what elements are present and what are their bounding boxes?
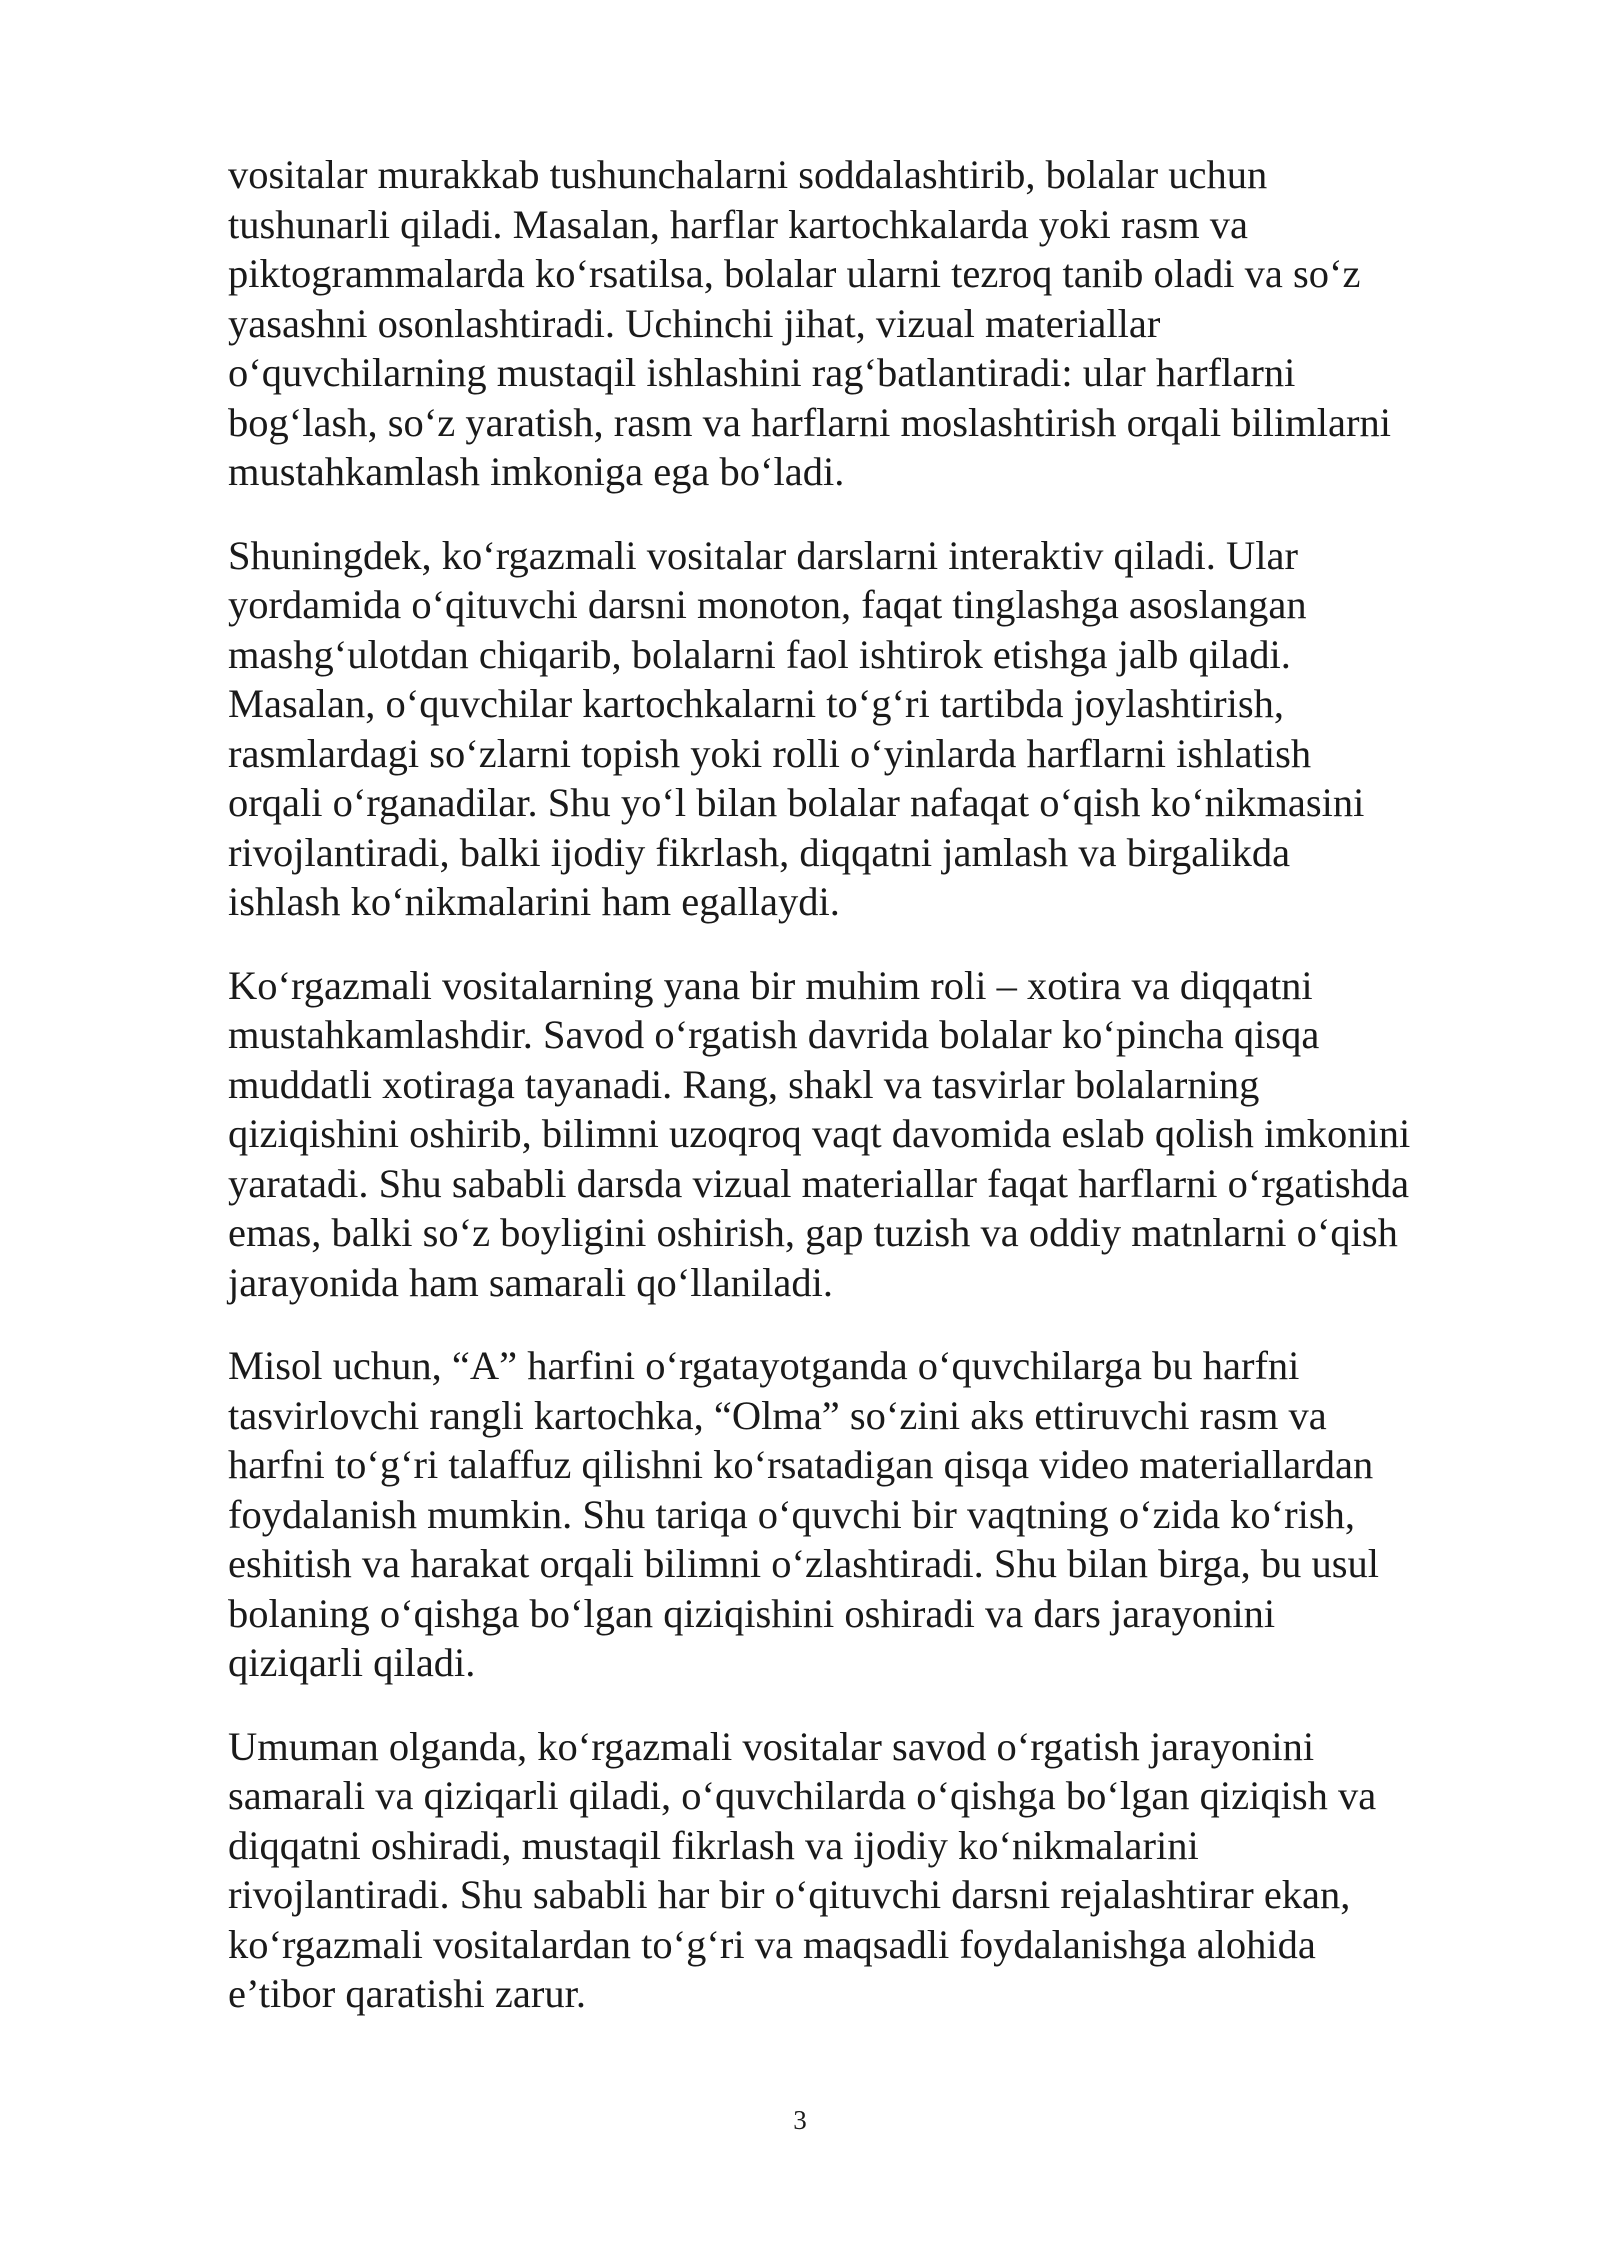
text-line: orqali o‘rganadilar. Shu yo‘l bilan bolalar nafaqat o‘qish ko‘nikmasini [228,780,1365,825]
text-line: mustahkamlashdir. Savod o‘rgatish davrida bolalar ko‘pincha qisqa [228,1012,1320,1057]
text-line: ko‘rgazmali vositalardan to‘g‘ri va maqsadli foydalanishga alohida [228,1921,1316,1967]
text-line: samarali va qiziqarli qiladi, o‘quvchilarda o‘qishga bo‘lgan qiziqish va [228,1773,1377,1818]
text-line: bog‘lash, so‘z yaratish, rasm va harflarni moslashtirish orqali bilimlarni [228,399,1391,445]
text-line: Misol uchun, “A” harfini o‘rgatayotganda o‘quvchilarga bu harfni [228,1343,1300,1388]
text-line: tasvirlovchi rangli kartochka, “Olma” so‘zini aks ettiruvchi rasm va [228,1392,1327,1438]
text-line: rivojlantiradi. Shu sababli har bir o‘qituvchi darsni rejalashtirar ekan, [228,1872,1351,1917]
text-line: jarayonida ham samarali qo‘llaniladi. [228,1259,834,1305]
paragraph-3 [228,961,1488,1308]
text-line: Masalan, o‘quvchilar kartochkalarni to‘g‘ri tartibda joylashtirish, [228,681,1285,726]
text-line: piktogrammalarda ko‘rsatilsa, bolalar ularni tezroq tanib oladi va so‘z [228,251,1361,296]
text-line: eshitish va harakat orqali bilimni o‘zlashtiradi. Shu bilan birga, bu usul [228,1541,1380,1586]
text-line: foydalanish mumkin. Shu tariqa o‘quvchi bir vaqtning o‘zida ko‘rish, [228,1491,1356,1537]
paragraph-2 [228,531,1488,927]
text-line: mustahkamlash imkoniga ega bo‘ladi. [228,449,845,494]
text-line: bolaning o‘qishga bo‘lgan qiziqishini oshiradi va dars jarayonini [228,1590,1276,1636]
text-line: yordamida o‘qituvchi darsni monoton, faqat tinglashga asoslangan [228,582,1307,627]
text-line: qiziqishini oshirib, bilimni uzoqroq vaqt davomida eslab qolish imkonini [228,1111,1411,1156]
text-line: rasmlardagi so‘zlarni topish yoki rolli o‘yinlarda harflarni ishlatish [228,730,1312,776]
text-line: diqqatni oshiradi, mustaqil fikrlash va ijodiy ko‘nikmalarini [228,1822,1199,1868]
text-line: tushunarli qiladi. Masalan, harflar kartochkalarda yoki rasm va [228,201,1249,247]
text-line: vositalar murakkab tushunchalarni soddalashtirib, bolalar uchun [228,152,1268,197]
text-line: harfni to‘g‘ri talaffuz qilishni ko‘rsatadigan qisqa video materiallardan [228,1442,1374,1487]
text-line: qiziqarli qiladi. [228,1640,476,1685]
text-line: Shuningdek, ko‘rgazmali vositalar darslarni interaktiv qiladi. Ular [228,532,1298,578]
text-line: yasashni osonlashtiradi. Uchinchi jihat, vizual materiallar [228,300,1161,346]
text-line: muddatli xotiraga tayanadi. Rang, shakl va tasvirlar bolalarning [228,1061,1260,1107]
text-line: emas, balki so‘z boyligini oshirish, gap tuzish va oddiy matnlarni o‘qish [228,1210,1398,1255]
text-line: e’tibor qaratishi zarur. [228,1971,586,2016]
text-line: ishlash ko‘nikmalarini ham egallaydi. [228,879,840,924]
document-body [228,150,1488,2053]
text-line: Umuman olganda, ko‘rgazmali vositalar savod o‘rgatish jarayonini [228,1723,1315,1769]
paragraph-4 [228,1341,1488,1688]
page-number: 3 [793,2105,807,2135]
text-line: o‘quvchilarning mustaqil ishlashini rag‘batlantiradi: ular harflarni [228,350,1296,395]
text-line: mashg‘ulotdan chiqarib, bolalarni faol ishtirok etishga jalb qiladi. [228,631,1291,677]
text-line: Ko‘rgazmali vositalarning yana bir muhim roli – xotira va diqqatni [228,962,1313,1008]
text-line: yaratadi. Shu sababli darsda vizual materiallar faqat harflarni o‘rgatishda [228,1160,1410,1206]
paragraph-5 [228,1722,1488,2019]
text-line: rivojlantiradi, balki ijodiy fikrlash, diqqatni jamlash va birgalikda [228,829,1291,875]
paragraph-1 [228,150,1488,497]
